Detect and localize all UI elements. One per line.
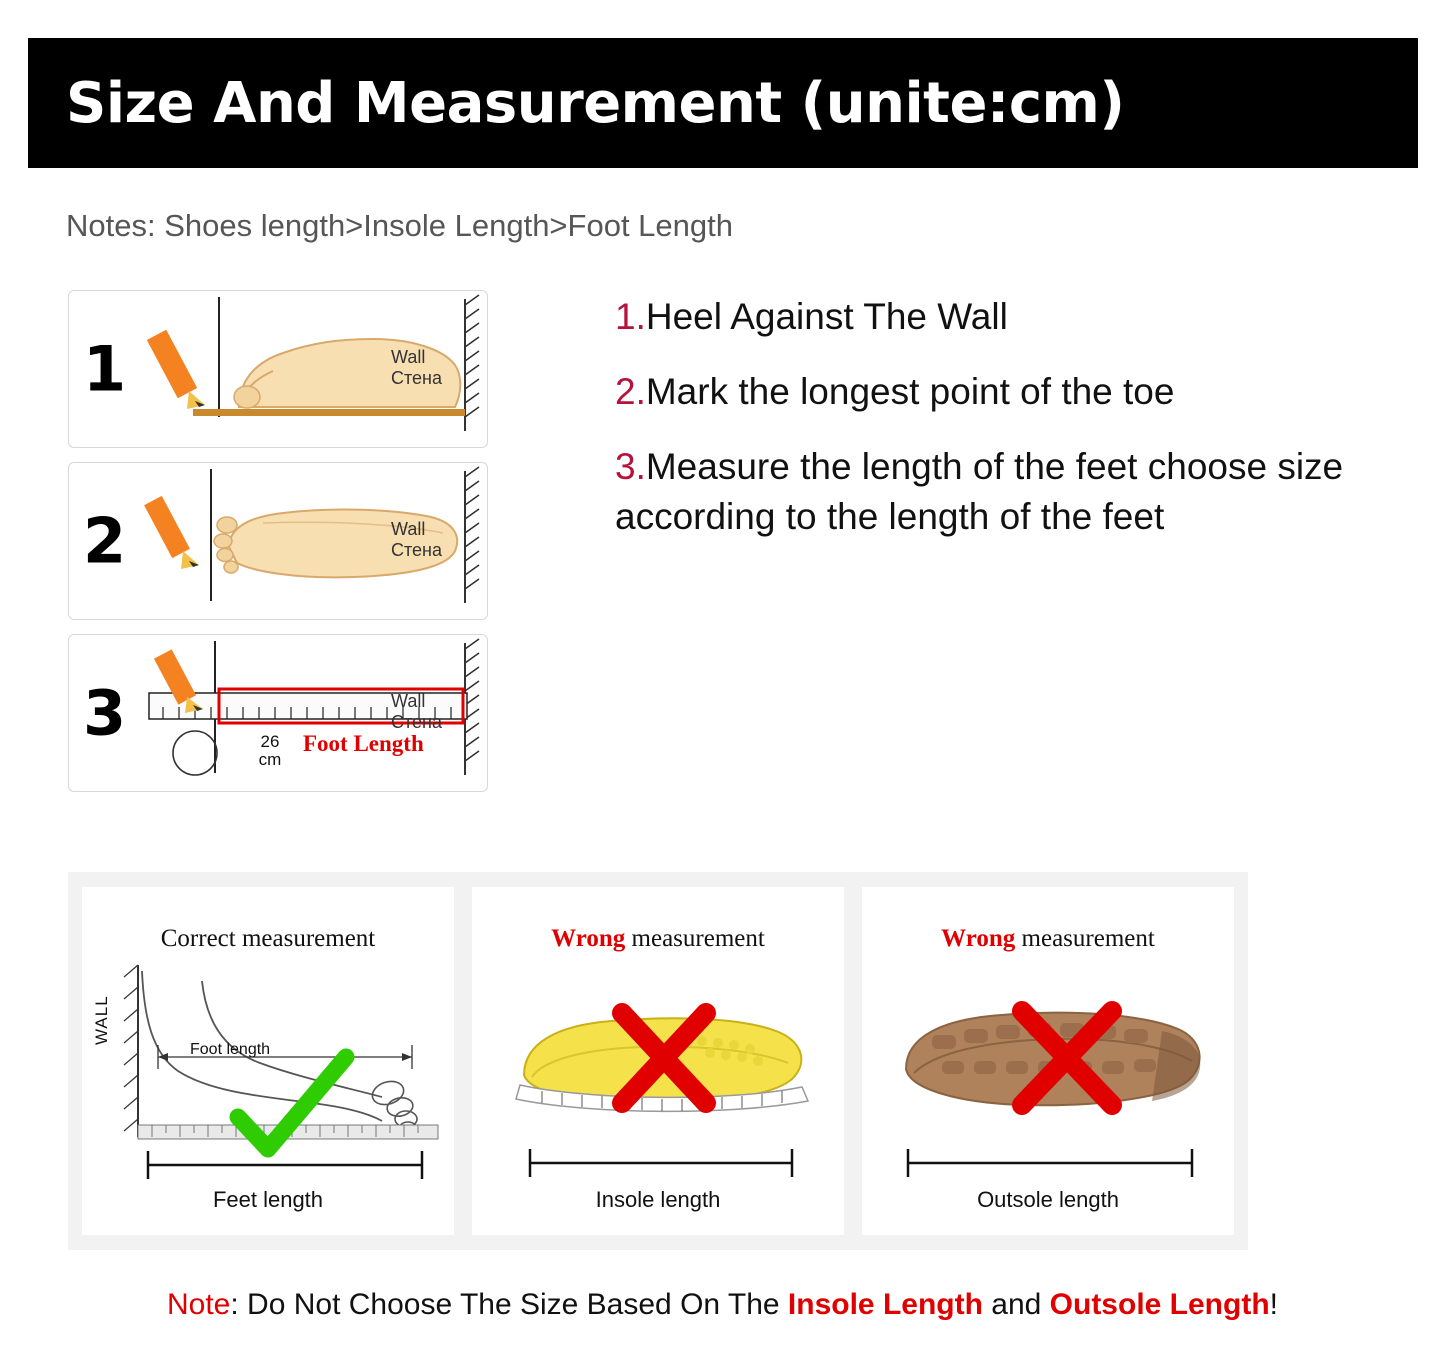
ruler-reading: 26 cm — [258, 732, 282, 769]
instruction-item-2 — [615, 367, 1415, 416]
comparison-card-correct — [82, 887, 454, 1235]
comparison-card-outsole — [862, 887, 1234, 1235]
wall-label-3: Wall Стена — [391, 691, 443, 732]
comparison-title-prefix: Wrong — [941, 925, 1016, 952]
step-3-illustration — [143, 635, 487, 791]
instruction-number: 2. — [615, 371, 646, 413]
instruction-text: Heel Against The Wall — [645, 296, 1008, 337]
comparison-title — [862, 925, 1234, 953]
instruction-text: Measure the length of the feet choose size according to the length of the feet — [615, 446, 1344, 537]
instruction-number: 1. — [615, 296, 646, 337]
step-number: 1 — [83, 332, 127, 406]
step-number: 2 — [83, 504, 127, 578]
instruction-item-3 — [615, 442, 1415, 540]
header-banner — [28, 38, 1418, 168]
step-card-3 — [68, 634, 488, 792]
page-title: Size And Measurement (unite:cm) — [66, 70, 1125, 136]
footer-note-text-2: and — [982, 1288, 1050, 1321]
comparison-caption: Feet length — [212, 1187, 324, 1212]
footer-note-text-1: : Do Not Choose The Size Based On The — [230, 1288, 788, 1321]
foot-length-inner-label: Foot length — [190, 1041, 271, 1058]
footer-highlight-outsole: Outsole Length — [1049, 1288, 1270, 1321]
correct-measurement-illustration — [82, 957, 454, 1207]
comparison-title-prefix: Wrong — [551, 925, 626, 952]
comparison-caption: Insole length — [595, 1187, 721, 1212]
foot-length-label: Foot Length — [303, 731, 424, 756]
insole-illustration — [472, 957, 844, 1207]
instructions-list — [615, 292, 1415, 567]
footer-note-text-3: ! — [1269, 1288, 1278, 1321]
steps-column — [68, 290, 490, 806]
step-number: 3 — [83, 676, 127, 750]
instruction-item-1 — [615, 292, 1415, 341]
instruction-text: Mark the longest point of the toe — [645, 371, 1175, 413]
comparison-title-suffix: measurement — [235, 925, 376, 952]
wall-label-1: Wall Стена — [391, 347, 443, 388]
comparison-panel — [68, 872, 1248, 1250]
comparison-card-insole — [472, 887, 844, 1235]
comparison-title-prefix: Correct — [160, 925, 236, 952]
instruction-number: 3. — [615, 446, 646, 488]
wall-label-2: Wall Стена — [391, 519, 443, 560]
step-2-illustration — [143, 463, 487, 619]
footer-note-label: Note — [167, 1288, 231, 1321]
step-1-illustration — [143, 291, 487, 447]
comparison-title-suffix: measurement — [1015, 925, 1155, 952]
step-card-2 — [68, 462, 488, 620]
comparison-caption: Outsole length — [977, 1187, 1119, 1212]
comparison-title — [472, 925, 844, 953]
step-card-1 — [68, 290, 488, 448]
footer-highlight-insole: Insole Length — [787, 1288, 983, 1321]
notes-text: Notes: Shoes length>Insole Length>Foot Length — [66, 208, 733, 243]
comparison-title-suffix: measurement — [625, 925, 765, 952]
wall-vertical-label: WALL — [92, 995, 111, 1045]
comparison-title — [82, 925, 454, 953]
outsole-illustration — [862, 957, 1234, 1207]
footer-note — [0, 1288, 1445, 1322]
